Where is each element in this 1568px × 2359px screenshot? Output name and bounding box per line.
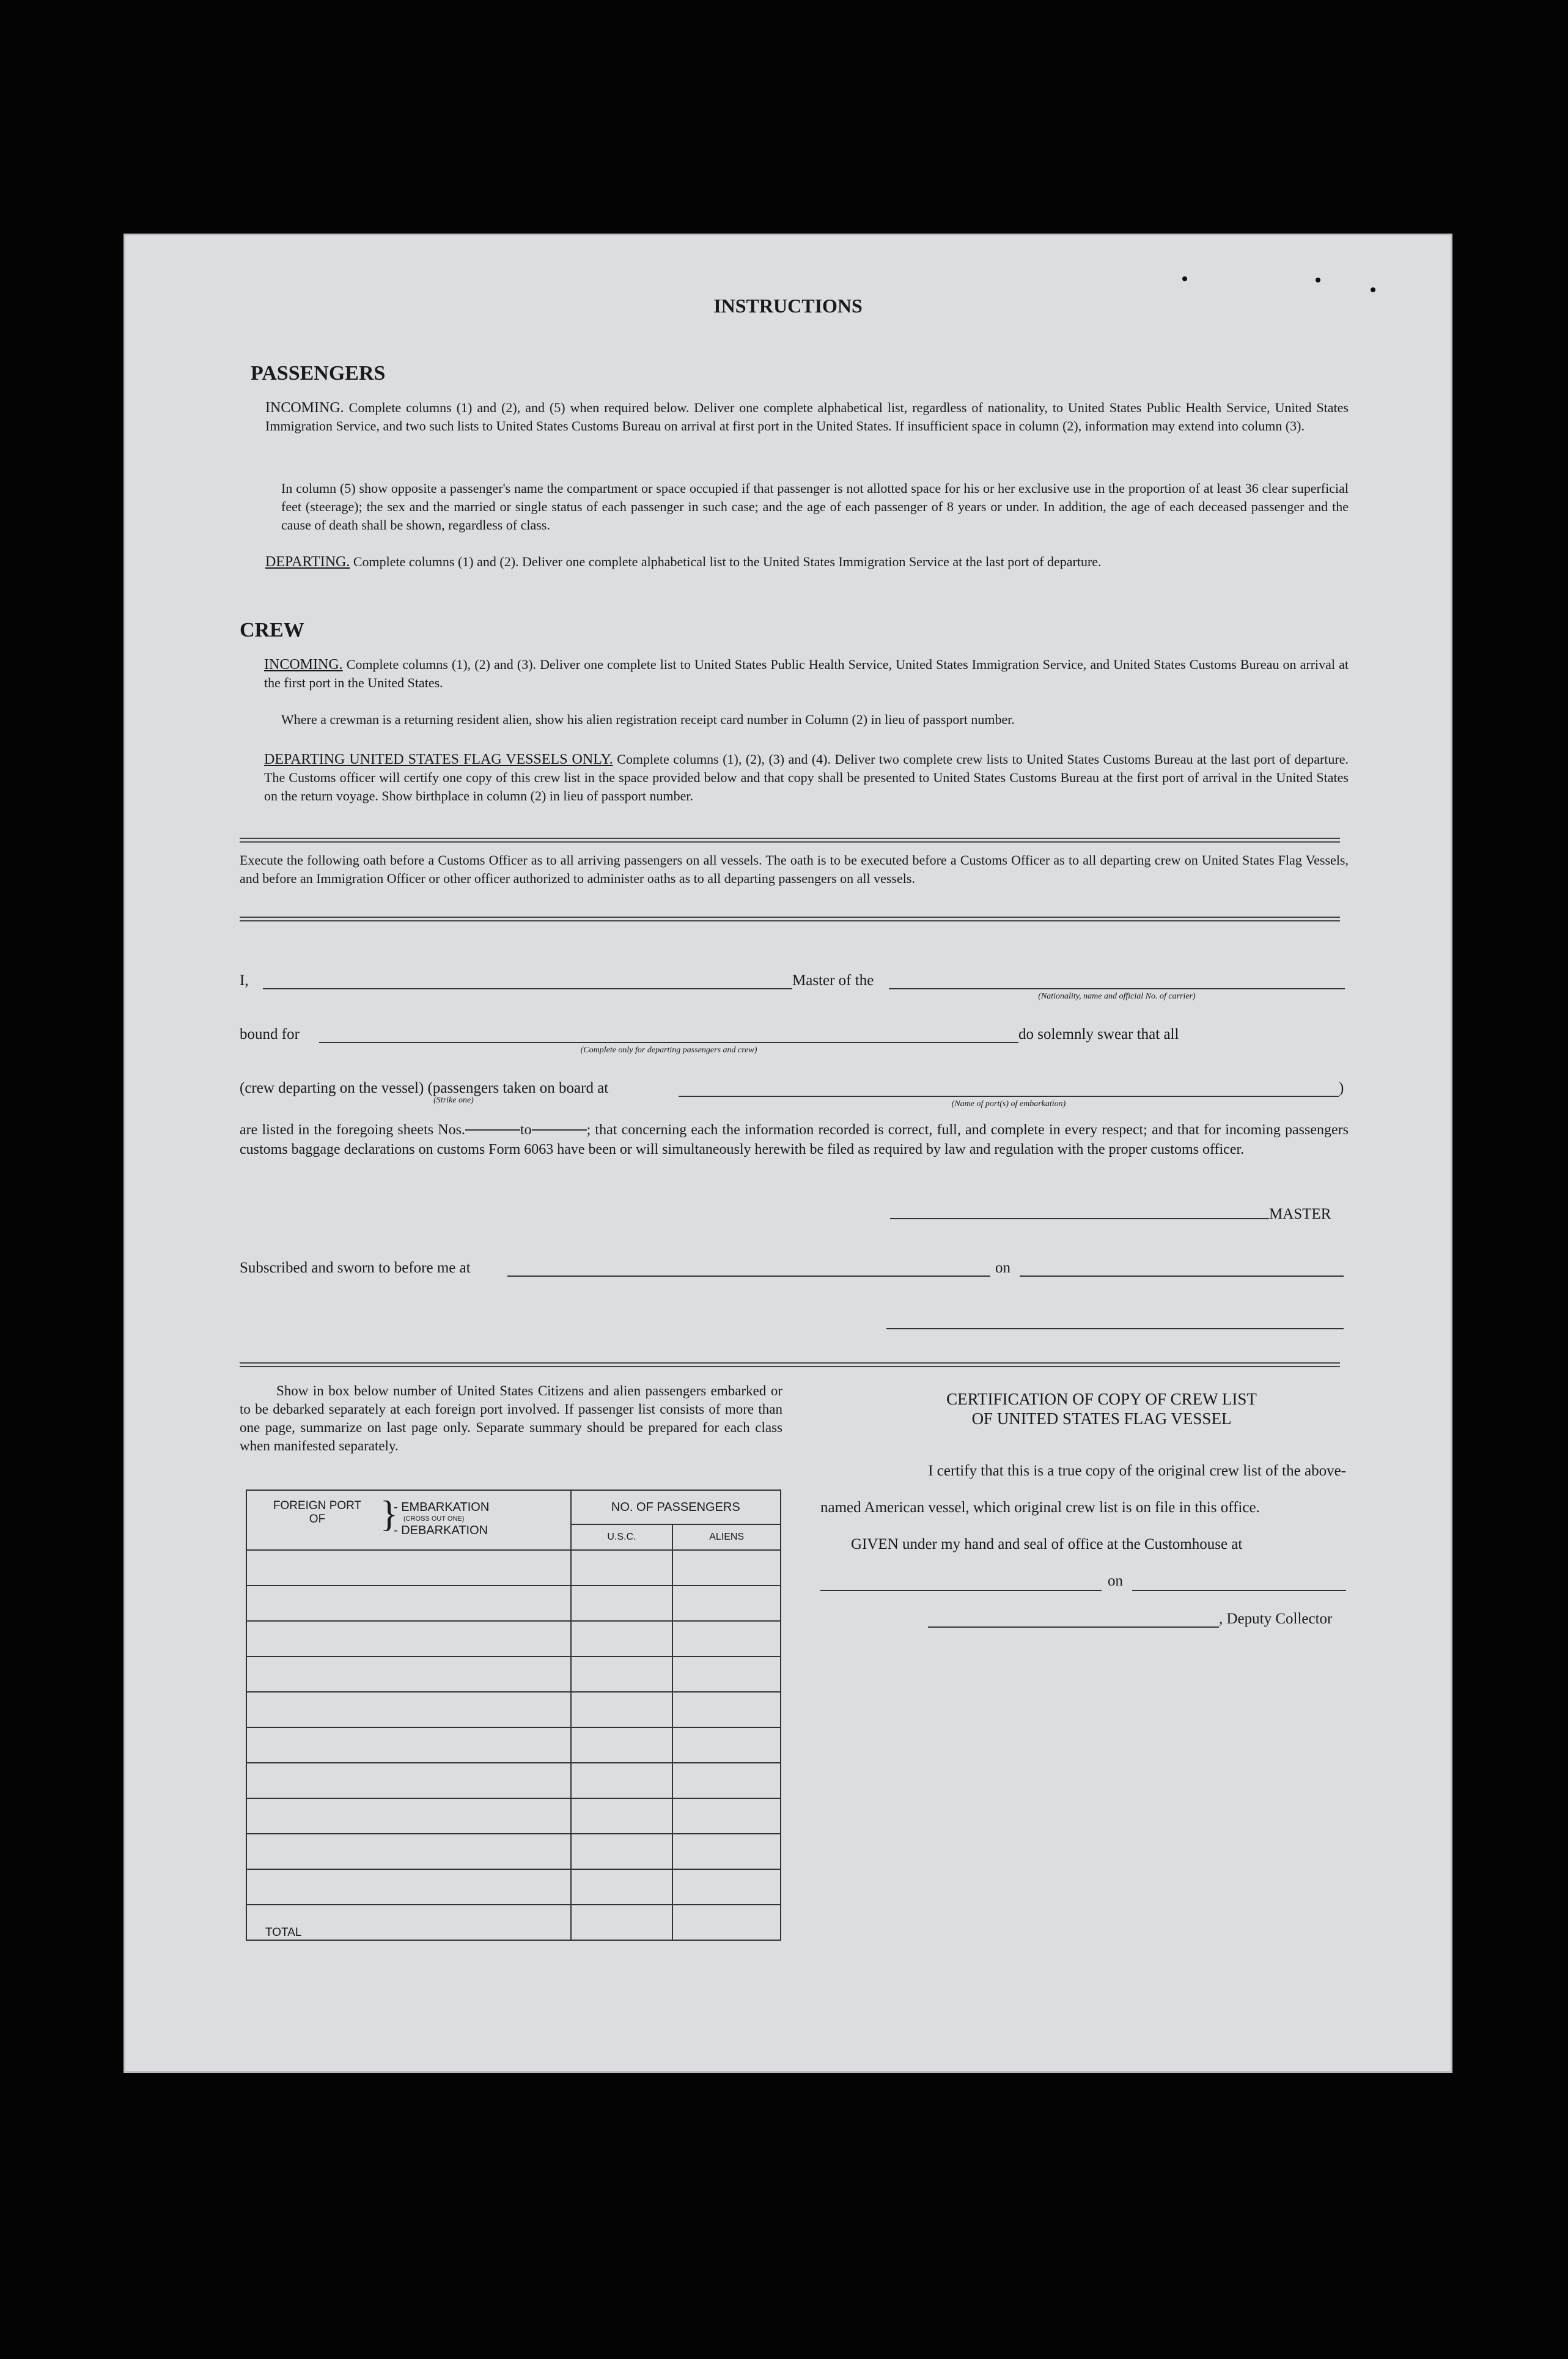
carrier-caption: (Nationality, name and official No. of carrier): [1038, 992, 1196, 1001]
passengers-departing-paragraph: [265, 553, 1349, 571]
table-row: [246, 1798, 781, 1834]
embarkation-port-field[interactable]: [679, 1096, 1339, 1097]
usc-cell[interactable]: [571, 1692, 673, 1727]
aliens-cell[interactable]: [672, 1692, 781, 1727]
customhouse-field[interactable]: [820, 1590, 1102, 1591]
crew-incoming-label: INCOMING.: [264, 657, 343, 673]
listed-label: are listed in the foregoing sheets Nos.: [240, 1122, 465, 1138]
table-row: [246, 1763, 781, 1798]
master-signature-field[interactable]: [890, 1218, 1269, 1219]
usc-cell[interactable]: [571, 1834, 673, 1869]
aliens-cell[interactable]: [672, 1621, 781, 1656]
sworn-at-field[interactable]: [507, 1275, 990, 1277]
divider-rule: [240, 917, 1340, 921]
sheet-to-field[interactable]: [532, 1129, 587, 1131]
crew-heading: CREW: [240, 619, 304, 641]
ink-speck: [1182, 276, 1187, 281]
cross-out-label: (CROSS OUT ONE): [403, 1515, 465, 1523]
passengers-departing-text: Complete columns (1) and (2). Deliver one complete alphabetical list to the United States Immigration Service at the last port of departure.: [353, 554, 1102, 569]
passengers-departing-label: DEPARTING.: [265, 554, 350, 570]
port-cell[interactable]: [246, 1763, 571, 1798]
total-row: [246, 1905, 781, 1940]
crew-incoming-text: Complete columns (1), (2) and (3). Deliver one complete list to United States Public Health Service, United States Immigration Service, and United States Customs Bureau on arrival at the first port in the United States.: [264, 657, 1349, 690]
usc-cell[interactable]: [571, 1869, 673, 1905]
sheet-from-field[interactable]: [465, 1129, 520, 1131]
port-cell[interactable]: [246, 1656, 571, 1692]
subscribed-label: Subscribed and sworn to before me at: [240, 1260, 471, 1276]
usc-cell[interactable]: [571, 1550, 673, 1586]
aliens-header: ALIENS: [672, 1524, 781, 1550]
aliens-cell[interactable]: [672, 1763, 781, 1798]
passengers-incoming-label: INCOMING.: [265, 400, 344, 416]
port-header-cell: [246, 1490, 571, 1550]
embarkation-port-caption: (Name of port(s) of embarkation): [951, 1099, 1066, 1109]
port-cell[interactable]: [246, 1727, 571, 1763]
usc-cell[interactable]: [571, 1727, 673, 1763]
port-cell[interactable]: [246, 1869, 571, 1905]
total-label: TOTAL: [246, 1905, 571, 1940]
crew-departing-text: Complete columns (1), (2), (3) and (4). Deliver two complete crew lists to United States Customs Bureau at the last port of departure. The Customs officer will certify one copy of this crew list in the space provided below and that copy shall be presented to United States Customs Bureau at the first port of arrival in the United States on the return voyage. Show birthplace in column (2) in lieu of passport number.: [264, 751, 1349, 803]
aliens-cell[interactable]: [672, 1834, 781, 1869]
bound-for-caption: (Complete only for departing passengers and crew): [580, 1046, 757, 1055]
ink-speck: [1316, 278, 1320, 282]
deputy-collector-label: , Deputy Collector: [1219, 1611, 1333, 1627]
usc-cell[interactable]: [571, 1798, 673, 1834]
table-row: [246, 1586, 781, 1621]
listed-to-label: to: [520, 1122, 532, 1138]
certification-text-1: I certify that this is a true copy of the original crew list of the above-: [928, 1463, 1346, 1479]
port-cell[interactable]: [246, 1798, 571, 1834]
master-name-field[interactable]: [263, 988, 792, 989]
usc-cell[interactable]: [571, 1656, 673, 1692]
certification-given: GIVEN under my hand and seal of office at the Customhouse at: [851, 1536, 1243, 1552]
port-cell[interactable]: [246, 1692, 571, 1727]
table-row: [246, 1656, 781, 1692]
crew-departing-label: (crew departing on the vessel) (passengers taken on board at: [240, 1080, 609, 1096]
page-title: INSTRUCTIONS: [713, 295, 863, 317]
sworn-date-field[interactable]: [1020, 1275, 1344, 1277]
table-row: [246, 1834, 781, 1869]
aliens-cell[interactable]: [672, 1798, 781, 1834]
passengers-incoming-text: Complete columns (1) and (2), and (5) when required below. Deliver one complete alphabetical list, regardless of nationality, to United States Public Health Service, United States Immigration Service, and two such lists to United States Customs Bureau on arrival at first port in the United States. If insufficient space in column (2), information may extend into column (3).: [265, 400, 1349, 434]
passengers-incoming-paragraph: [265, 399, 1349, 435]
table-row: [246, 1621, 781, 1656]
master-of-the-label: Master of the: [792, 972, 874, 989]
table-row: [246, 1869, 781, 1905]
deputy-signature-field[interactable]: [928, 1626, 1219, 1628]
oath-listed-paragraph: [240, 1120, 1349, 1159]
close-paren: ): [1339, 1080, 1344, 1096]
no-passengers-header: NO. OF PASSENGERS: [571, 1490, 781, 1524]
passenger-summary-table: [246, 1490, 781, 1941]
certification-heading-line-2: OF UNITED STATES FLAG VESSEL: [971, 1409, 1232, 1428]
usc-cell[interactable]: [571, 1586, 673, 1621]
embarkation-label: - EMBARKATION: [394, 1501, 490, 1514]
oath-intro: Execute the following oath before a Customs Officer as to all arriving passengers on all vessels. The oath is to be executed before a Customs Officer as to all departing crew on United States Flag Vessels, and before an Immigration Officer or other officer authorized to administer oaths as to all departing passengers on all vessels.: [240, 852, 1349, 886]
usc-total-cell[interactable]: [571, 1905, 673, 1940]
port-cell[interactable]: [246, 1621, 571, 1656]
bound-for-label: bound for: [240, 1026, 300, 1043]
divider-rule: [240, 1362, 1340, 1367]
aliens-total-cell[interactable]: [672, 1905, 781, 1940]
master-label: MASTER: [1269, 1206, 1331, 1222]
ink-speck: [1371, 287, 1375, 292]
passengers-heading: PASSENGERS: [251, 362, 386, 385]
brace-icon: }: [380, 1494, 398, 1534]
certification-heading-line-1: CERTIFICATION OF COPY OF CREW LIST: [946, 1390, 1257, 1408]
carrier-field[interactable]: [889, 988, 1345, 989]
crew-incoming-paragraph: [264, 655, 1349, 692]
crew-departing-label: DEPARTING UNITED STATES FLAG VESSELS ONLY.: [264, 751, 613, 767]
strike-one-caption: (Strike one): [433, 1096, 474, 1105]
foreign-port-label: FOREIGN PORT OF: [273, 1499, 362, 1526]
usc-cell[interactable]: [571, 1621, 673, 1656]
certification-text-2: named American vessel, which original crew list is on file in this office.: [820, 1499, 1260, 1516]
crew-resident-paragraph: Where a crewman is a returning resident alien, show his alien registration receipt card number in Column (2) in lieu of passport number.: [281, 712, 1015, 727]
aliens-cell[interactable]: [672, 1869, 781, 1905]
port-cell[interactable]: [246, 1834, 571, 1869]
table-row: [246, 1727, 781, 1763]
oath-i-label: I,: [240, 972, 249, 989]
divider-rule: [240, 838, 1340, 843]
bound-for-field[interactable]: [319, 1042, 1018, 1043]
port-cell[interactable]: [246, 1550, 571, 1586]
listed-text: ; that concerning each the information recorded is correct, full, and complete in every respect; and that for incoming passengers customs baggage declarations on customs Form 6063 have been or will simultaneously herewith be filed as required by law and regulation with the proper customs officer.: [240, 1122, 1349, 1157]
aliens-cell[interactable]: [672, 1727, 781, 1763]
port-cell[interactable]: [246, 1586, 571, 1621]
passengers-column5-paragraph: In column (5) show opposite a passenger's name the compartment or space occupied if that passenger is not allotted space for his or her exclusive use in the proportion of at least 36 clear superficial feet (steerage); the sex and the married or single status of each passenger in such case; and the age of each passenger of 8 years or under. In addition, the age of each deceased passenger and the cause of death shall be shown, regardless of class.: [281, 481, 1349, 533]
certification-date-field[interactable]: [1132, 1590, 1346, 1591]
form-sheet: [123, 234, 1452, 2073]
summary-instructions: Show in box below number of United States Citizens and alien passengers embarked or to be debarked separately at each foreign port involved. If passenger list consists of more than one page, summarize on last page only. Separate summary should be prepared for each class when manifested separately.: [240, 1383, 782, 1453]
usc-cell[interactable]: [571, 1763, 673, 1798]
usc-header: U.S.C.: [571, 1524, 673, 1550]
officer-signature-field[interactable]: [886, 1328, 1344, 1329]
aliens-cell[interactable]: [672, 1550, 781, 1586]
table-row: [246, 1550, 781, 1586]
aliens-cell[interactable]: [672, 1586, 781, 1621]
swear-label: do solemnly swear that all: [1018, 1026, 1179, 1043]
debarkation-label: - DEBARKATION: [394, 1524, 488, 1537]
certification-heading: [826, 1389, 1377, 1428]
table-row: [246, 1692, 781, 1727]
aliens-cell[interactable]: [672, 1656, 781, 1692]
sworn-on-label: on: [995, 1260, 1010, 1276]
certification-on-label: on: [1108, 1573, 1123, 1589]
crew-departing-paragraph: [264, 750, 1349, 805]
